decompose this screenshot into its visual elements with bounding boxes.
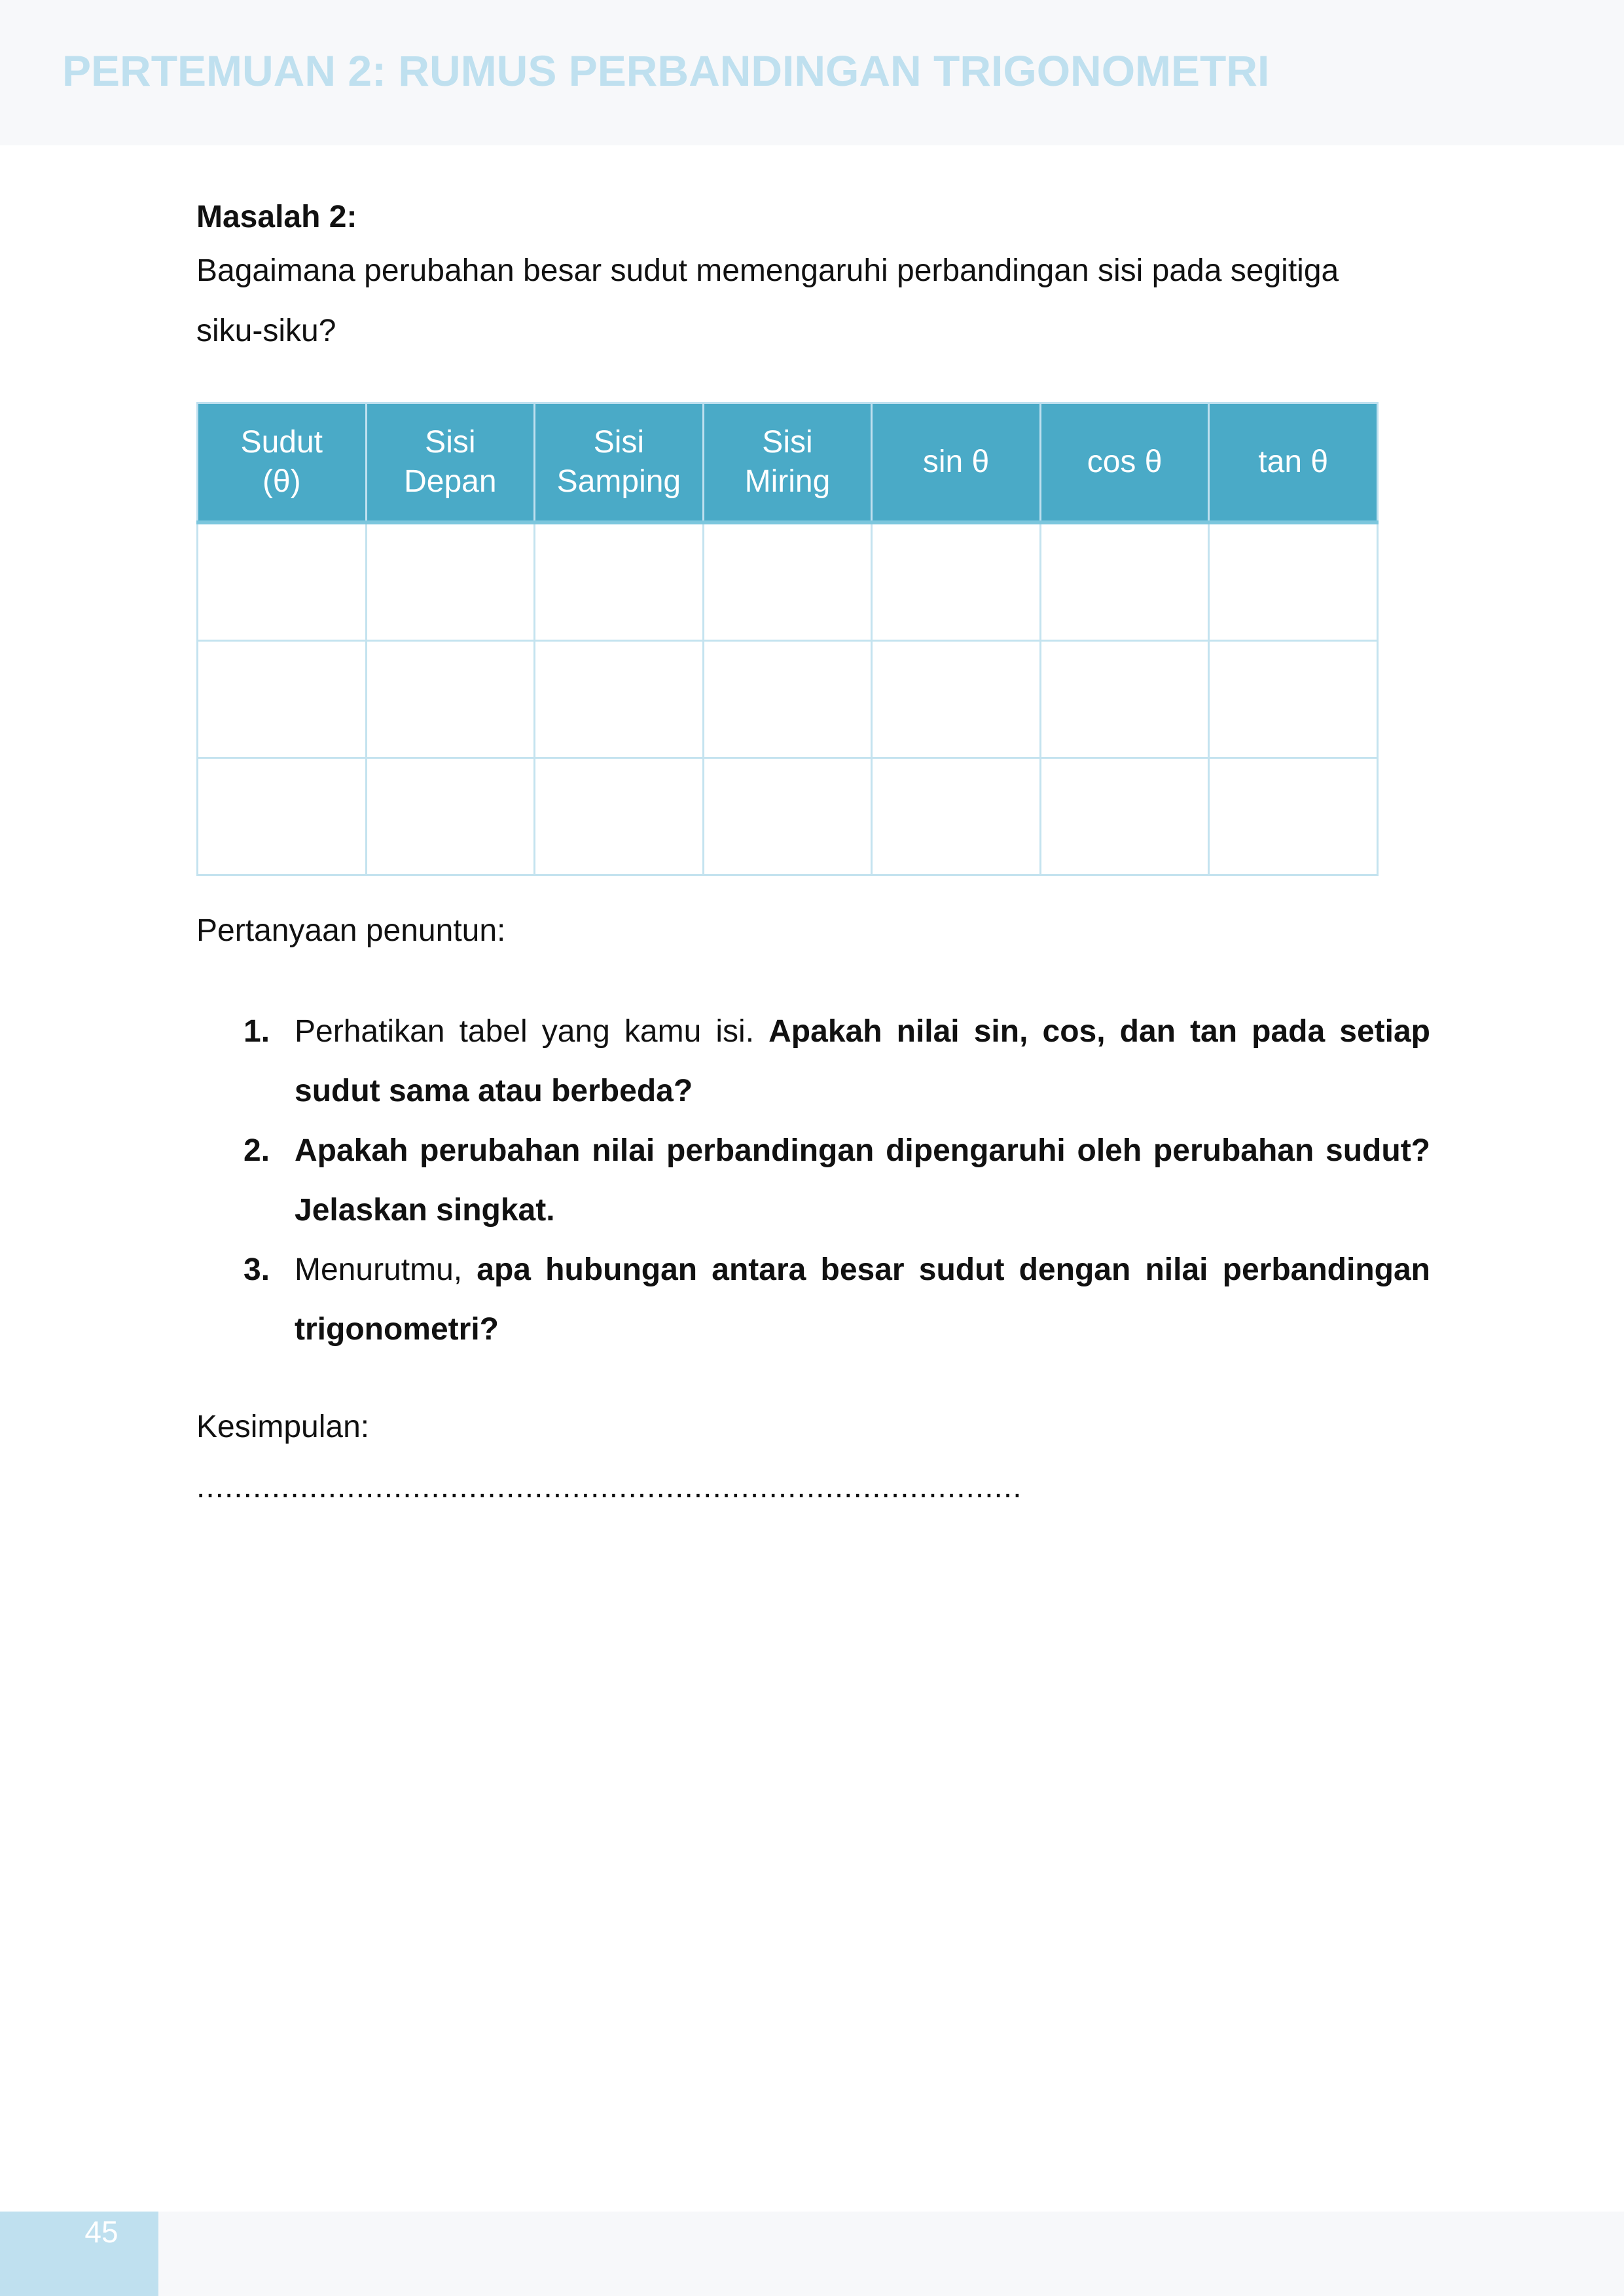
- guide-questions-label: Pertanyaan penuntun:: [196, 913, 506, 948]
- table-cell[interactable]: [535, 641, 704, 758]
- table-cell[interactable]: [366, 522, 535, 641]
- table-cell[interactable]: [198, 641, 367, 758]
- table-cell[interactable]: [1040, 522, 1209, 641]
- table-cell[interactable]: [1209, 522, 1378, 641]
- list-item: [196, 1002, 1430, 1121]
- table-cell[interactable]: [703, 758, 872, 875]
- list-item: [196, 1121, 1430, 1240]
- table-cell[interactable]: [872, 641, 1041, 758]
- question-bold-text: apa hubungan antara besar sudut dengan nilai perbandingan trigonometri?: [295, 1252, 1430, 1347]
- header-sin: sin θ: [872, 403, 1041, 523]
- trig-ratio-table: [196, 402, 1379, 876]
- guide-question-list: [196, 1002, 1430, 1359]
- footer-band: [0, 2212, 1624, 2296]
- question-number: 1.: [244, 1014, 270, 1049]
- list-item: [196, 1240, 1430, 1359]
- question-plain-text: Menurutmu,: [295, 1252, 477, 1287]
- question-bold-text: Apakah perubahan nilai perbandingan dipengaruhi oleh perubahan sudut? Jelaskan singkat.: [295, 1133, 1430, 1228]
- table-cell[interactable]: [872, 758, 1041, 875]
- table-row: [198, 641, 1378, 758]
- table-cell[interactable]: [1209, 641, 1378, 758]
- page-number: 45: [84, 2215, 118, 2249]
- header-sudut: Sudut (θ): [198, 403, 367, 523]
- table-row: [198, 522, 1378, 641]
- table-cell[interactable]: [1040, 641, 1209, 758]
- table-header-row: [198, 403, 1378, 523]
- problem-text: Bagaimana perubahan besar sudut memengaruhi perbandingan sisi pada segitiga siku-siku?: [196, 253, 1339, 348]
- question-number: 3.: [244, 1252, 270, 1287]
- header-sisi-samping: Sisi Samping: [535, 403, 704, 523]
- table-cell[interactable]: [1209, 758, 1378, 875]
- header-cos: cos θ: [1040, 403, 1209, 523]
- table-cell[interactable]: [1040, 758, 1209, 875]
- table-cell[interactable]: [872, 522, 1041, 641]
- table-cell[interactable]: [198, 522, 367, 641]
- question-plain-text: Perhatikan tabel yang kamu isi.: [295, 1014, 769, 1049]
- question-bold-text: Apakah nilai sin, cos, dan tan pada setiap sudut sama atau berbeda?: [295, 1014, 1431, 1108]
- table-row: [198, 758, 1378, 875]
- conclusion-label: Kesimpulan:: [196, 1410, 370, 1444]
- question-number: 2.: [244, 1133, 270, 1168]
- table-cell[interactable]: [703, 522, 872, 641]
- table-cell[interactable]: [535, 758, 704, 875]
- table-cell[interactable]: [198, 758, 367, 875]
- table-cell[interactable]: [366, 641, 535, 758]
- table-cell[interactable]: [366, 758, 535, 875]
- problem-heading: Masalah 2:: [196, 200, 357, 234]
- header-sisi-depan: Sisi Depan: [366, 403, 535, 523]
- conclusion-answer-line[interactable]: ........................................................................................: [196, 1470, 1022, 1504]
- table-cell[interactable]: [703, 641, 872, 758]
- chapter-title: PERTEMUAN 2: RUMUS PERBANDINGAN TRIGONOMETRI: [62, 46, 1270, 95]
- table-cell[interactable]: [535, 522, 704, 641]
- problem-section: [196, 196, 1427, 361]
- header-tan: tan θ: [1209, 403, 1378, 523]
- header-sisi-miring: Sisi Miring: [703, 403, 872, 523]
